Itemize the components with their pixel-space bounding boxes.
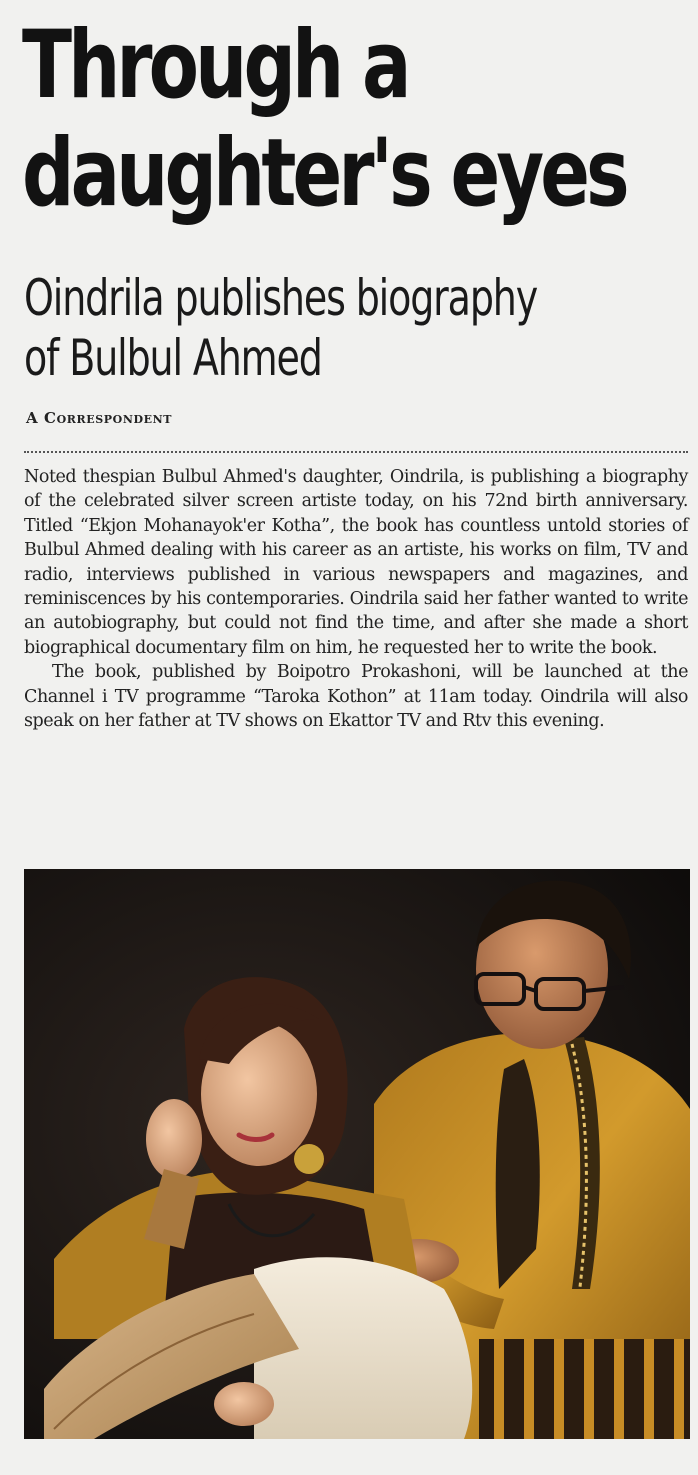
subheadline-line-1: Oindrila publishes biography (24, 269, 538, 327)
dotted-divider (24, 451, 688, 453)
paragraph-1: Noted thespian Bulbul Ahmed's daughter, Oindrila, is publishing a biography of the celebrated silver screen artiste today, on his 72nd birth anniversary. Titled “Ekjon Mohanayok'er Kotha”, the book has countless untold stories of Bulbul Ahmed dealing with his career as an artiste, his works on film, TV and radio, interviews published in various newspapers and magazines, and reminiscences by his contemporaries. Oindrila said her father wanted to write an autobiography, but could not find the time, and after she made a short biographical documentary film on him, he requested her to write the book. (24, 467, 688, 658)
article-body (24, 465, 688, 733)
article-photo (24, 869, 690, 1439)
byline: A Correspondent (26, 409, 173, 427)
subheadline-line-2: of Bulbul Ahmed (24, 329, 322, 387)
subheadline (24, 268, 537, 388)
headline (22, 11, 626, 228)
headline-line-2: daughter's eyes (22, 119, 626, 228)
paragraph-2: The book, published by Boipotro Prokashoni, will be launched at the Channel i TV programme “Taroka Kothon” at 11am today. Oindrila will also speak on her father at TV shows on Ekattor TV and Rtv this evening. (24, 662, 688, 732)
headline-line-1: Through a (22, 11, 408, 120)
